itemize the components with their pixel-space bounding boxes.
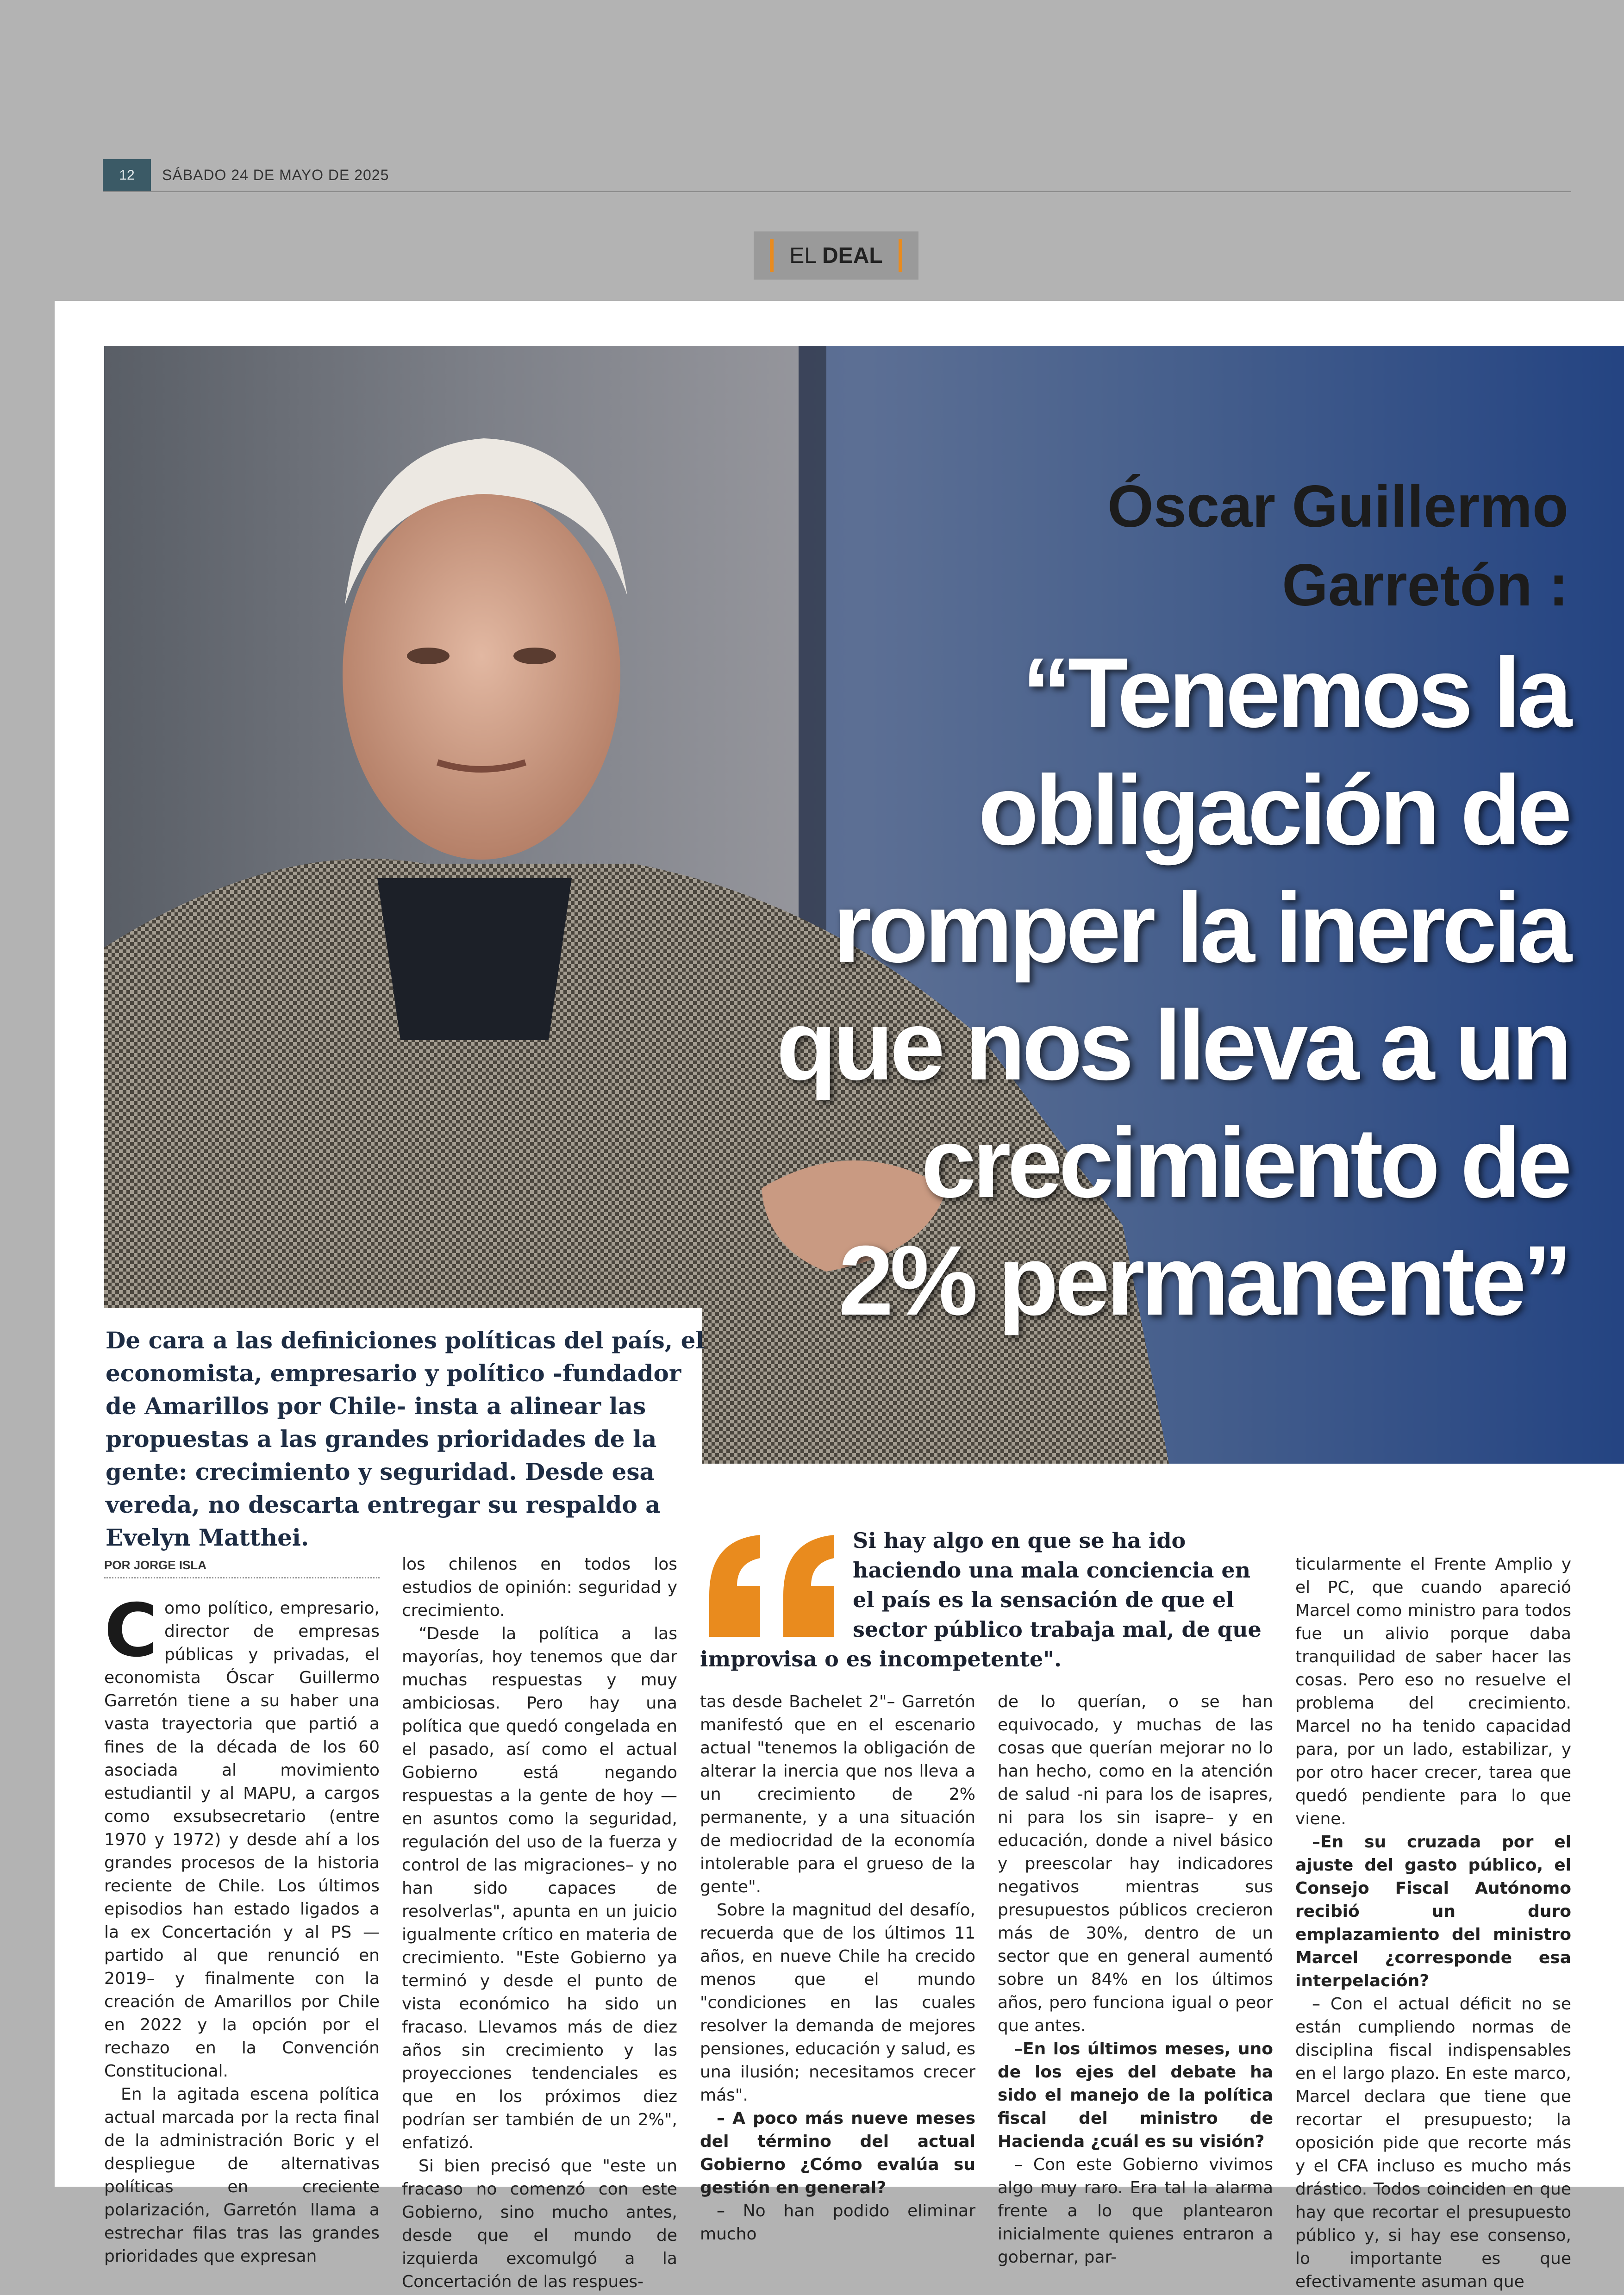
paragraph: tas desde Bachelet 2"– Garretón manifestó que en el escenario actual "tenemos la obligación de alterar la inercia que nos lleva a un crecimiento de 2% permanente, y a una situación de mediocridad de la economía intolerable para el grueso de la gente".: [700, 1692, 975, 1896]
pull-quote: [700, 1526, 1269, 1674]
section-name: DEAL: [822, 243, 883, 268]
column-1: [104, 1588, 380, 2268]
page-number: 12: [103, 159, 151, 192]
paragraph: ticularmente el Frente Amplio y el PC, que cuando apareció Marcel como ministro para todos fue un alivio porque daba tranquilidad de saber hacer las cosas. Pero eso no resuelve el problema del crecimiento. Marcel no ha tenido capacidad para, por un lado, estabilizar, y por otro hacer crecer, tarea que quedó pendiente para lo que viene.: [1295, 1555, 1571, 1828]
paragraph: “Desde la política a las mayorías, hoy tenemos que dar muchas respuestas y muy ambiciosas. Pero hay una política que quedó congelada en el pasado, así como el actual Gobierno está negando respuestas a la gente de hoy —en asuntos como la seguridad, regulación del uso de la fuerza y control de las migraciones– y no han sido capaces de resolverlas", apunta en un juicio igualmente crítico en materia de crecimiento. "Este Gobierno ya terminó y desde el punto de vista económico ha sido un fracaso. Llevamos más de diez años sin crecimiento y las proyecciones tendenciales es que en los próximos diez podrían ser también de un 2%", enfatizó.: [402, 1624, 677, 2152]
headline-quote-line: que nos lleva a un: [776, 990, 1568, 1101]
headline-quote-line: “Tenemos la: [1022, 637, 1568, 748]
paragraph: – Con este Gobierno vivimos algo muy raro. Era tal la alarma frente a lo que plantearon inicialmente quienes entraron a gobernar, par-: [998, 2155, 1273, 2267]
interview-question: –En los últimos meses, uno de los ejes del debate ha sido el manejo de la política fiscal del ministro de Hacienda ¿cuál es su visión?: [998, 2039, 1273, 2151]
column-3: [700, 1690, 975, 2246]
quote-marks-icon: [700, 1526, 848, 1641]
column-2: [402, 1553, 677, 2294]
paragraph: Si bien precisó que "este un fracaso no comenzó con este Gobierno, sino mucho antes, desde que el mundo de izquierda excomulgó a la Concertación de las respues-: [402, 2157, 677, 2291]
header-rule: [103, 191, 1571, 192]
paragraph: – No han podido eliminar mucho: [700, 2201, 975, 2244]
paragraph: – Con el actual déficit no se están cumpliendo normas de disciplina fiscal indispensables en el largo plazo. En este marco, Marcel declara que tiene que recortar el presupuesto; la oposición pide que recorte más y el CFA incluso es mucho más drástico. Todos coinciden en que hay que recortar el presupuesto público y, si hay ese consenso, lo importante es que efectivamente asuman que: [1295, 1995, 1571, 2291]
headline-name: [1107, 468, 1568, 625]
section-bar-left: [770, 239, 774, 272]
column-4: [998, 1690, 1273, 2269]
byline: POR JORGE ISLA: [104, 1558, 380, 1578]
pull-quote-text: Si hay algo en que se ha ido haciendo una mala conciencia en el país es la sensación de que el sector público trabaja mal, de que improvisa o es incompetente".: [700, 1528, 1262, 1671]
headline-quote-line: obligación de: [978, 755, 1568, 866]
headline-name-line: Garretón :: [1282, 552, 1568, 618]
headline-name-line: Óscar Guillermo: [1107, 474, 1568, 540]
section-prefix: EL: [789, 243, 817, 268]
paragraph: omo político, empresario, director de empresas públicas y privadas, el economista Óscar Guillermo Garretón tiene a su haber una vasta trayectoria que partió a fines de la década de los 60 asociada al movimiento estudiantil y al MAPU, a cargos como exsubsecretario (entre 1970 y 1972) y desde ahí a los grandes procesos de la historia reciente de Chile. Los últimos episodios han estado ligados a la ex Concertación y al PS —partido al que renunció en 2019– y finalmente con la creación de Amarillos por Chile en 2022 y la opción por el rechazo en la Convención Constitucional.: [104, 1599, 380, 2081]
headline-quote-line: crecimiento de: [921, 1108, 1568, 1218]
column-5: [1295, 1553, 1571, 2294]
headline-quote: [643, 634, 1568, 1340]
paragraph: los chilenos en todos los estudios de opinión: seguridad y crecimiento.: [402, 1555, 677, 1620]
paragraph: Sobre la magnitud del desafío, recuerda que de los últimos 11 años, en nueve Chile ha crecido menos que el mundo "condiciones en las cuales resolver la demanda de mejores pensiones, educación y salud, es una ilusión; necesitamos crecer más".: [700, 1901, 975, 2105]
interview-question: – A poco más nueve meses del término del actual Gobierno ¿Cómo evalúa su gestión en general?: [700, 2109, 975, 2197]
paragraph: de lo querían, o se han equivocado, y muchas de las cosas que querían mejorar no lo han hecho, como en la atención de salud -ni para los de isapres, ni para los sin isapre– y en educación, donde a nivel básico y preescolar hay indicadores negativos mientras sus presupuestos públicos crecieron más de 30%, dentro de un sector que en general aumentó sobre un 84% en los últimos años, pero funciona igual o peor que antes.: [998, 1692, 1273, 2035]
section-label: [754, 231, 918, 280]
interview-question: –En su cruzada por el ajuste del gasto público, el Consejo Fiscal Autónomo recibió un duro emplazamiento del ministro Marcel ¿corresponde esa interpelación?: [1295, 1833, 1571, 1990]
dek-summary: De cara a las definiciones políticas del país, el economista, empresario y político -fundador de Amarillos por Chile- insta a alinear las propuestas a las grandes prioridades de la gente: crecimiento y seguridad. Desde esa vereda, no descarta entregar su respaldo a Evelyn Matthei.: [106, 1327, 705, 1551]
paragraph: En la agitada escena política actual marcada por la recta final de la administración Boric y el despliegue de alternativas políticas en creciente polarización, Garretón llama a estrechar filas tras las grandes prioridades que expresan: [104, 2085, 380, 2266]
headline-quote-line: romper la inercia: [833, 873, 1568, 983]
section-bar-right: [899, 239, 902, 272]
dropcap: C: [104, 1588, 158, 1673]
headline-quote-line: 2% permanente”: [838, 1225, 1568, 1336]
publication-date: SÁBADO 24 DE MAYO DE 2025: [162, 167, 389, 183]
